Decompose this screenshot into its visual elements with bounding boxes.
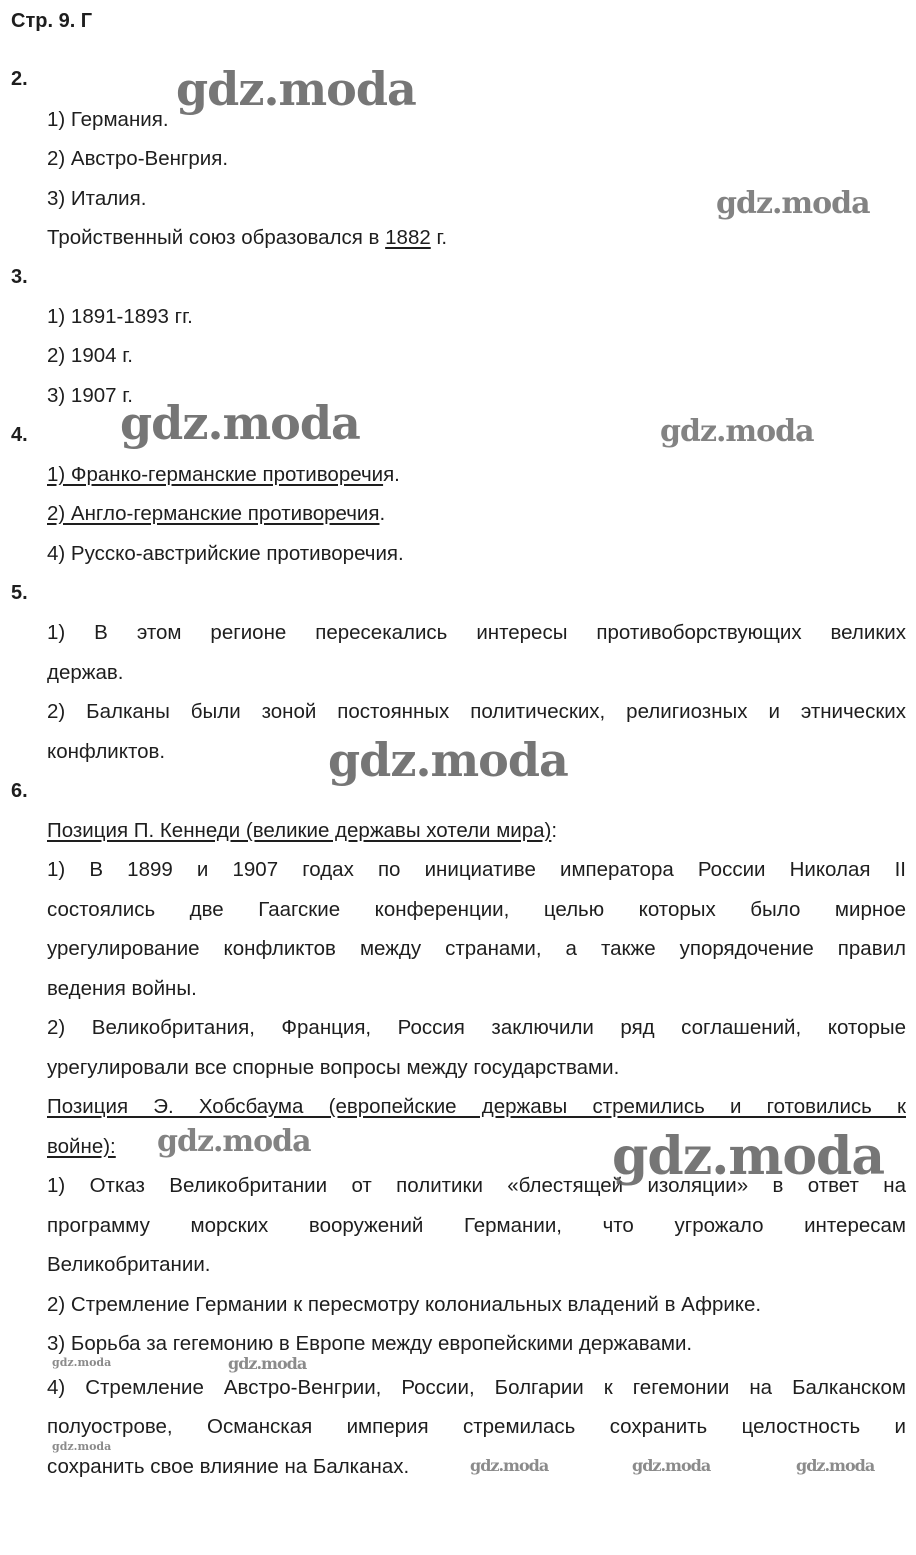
s5-p1-line-1: 1) В этом регионе пересекались интересы противоборствующих великих <box>47 621 906 644</box>
watermark: gdz.moda <box>660 414 814 449</box>
s4-item-1-rest: я. <box>383 463 400 486</box>
s4-item-1-underlined: 1) Франко-германские противоречи <box>47 463 384 486</box>
kennedy-1-line-1: 1) В 1899 и 1907 годах по инициативе императора России Николая II <box>47 858 906 881</box>
hobsbawm-title-line-2: войне): <box>47 1135 116 1158</box>
hobsbawm-3: 3) Борьба за гегемонию в Европе между европейскими державами. <box>47 1332 693 1355</box>
kennedy-2-line-2: урегулировали все спорные вопросы между государствами. <box>47 1056 620 1079</box>
s5-p1-line-2: держав. <box>47 661 124 684</box>
question-number-2: 2. <box>11 68 28 90</box>
s4-item-2-rest: . <box>379 502 386 525</box>
hobsbawm-2: 2) Стремление Германии к пересмотру колониальных владений в Африке. <box>47 1293 762 1316</box>
watermark: gdz.moda <box>612 1126 885 1187</box>
hobsbawm-1-line-3: Великобритании. <box>47 1253 211 1276</box>
kennedy-1-line-4: ведения войны. <box>47 977 197 1000</box>
kennedy-1-line-2: состоялись две Гаагские конференции, целью которых было мирное <box>47 898 906 921</box>
kennedy-2-line-1: 2) Великобритания, Франция, Россия заключили ряд соглашений, которые <box>47 1016 906 1039</box>
s2-sentence-pre: Тройственный союз образовался в <box>47 226 386 249</box>
s5-p2-line-1: 2) Балканы были зоной постоянных политических, религиозных и этнических <box>47 700 906 723</box>
kennedy-title: Позиция П. Кеннеди (великие державы хотели мира) <box>47 819 552 842</box>
hobsbawm-1-line-2: программу морских вооружений Германии, что угрожало интересам <box>47 1214 906 1237</box>
kennedy-heading <box>47 819 557 843</box>
watermark: gdz.moda <box>470 1456 549 1475</box>
s2-sentence <box>47 226 447 250</box>
kennedy-1-line-3: урегулирование конфликтов между странами, а также упорядочение правил <box>47 937 906 960</box>
watermark: gdz.moda <box>157 1124 311 1159</box>
hobsbawm-title-line-1: Позиция Э. Хобсбаума (европейские державы стремились и готовились к <box>47 1095 906 1118</box>
question-number-5: 5. <box>11 582 28 604</box>
hobsbawm-4-line-2: полуострове, Османская империя стремилась сохранить целостность и <box>47 1415 906 1438</box>
watermark: gdz.moda <box>632 1456 711 1475</box>
question-number-4: 4. <box>11 424 28 446</box>
s4-item-2 <box>47 502 385 526</box>
watermark: gdz.moda <box>796 1456 875 1475</box>
watermark: gdz.moda <box>52 1440 112 1453</box>
watermark: gdz.moda <box>176 62 416 116</box>
question-number-6: 6. <box>11 780 28 802</box>
s4-item-3: 4) Русско-австрийские противоречия. <box>47 542 404 565</box>
s2-sentence-post: г. <box>430 226 448 249</box>
hobsbawm-4-line-3: сохранить свое влияние на Балканах. <box>47 1455 410 1478</box>
page-header: Стр. 9. Г <box>11 10 93 32</box>
question-number-3: 3. <box>11 266 28 288</box>
s3-item-1: 1) 1891-1893 гг. <box>47 305 193 328</box>
watermark: gdz.moda <box>716 186 870 221</box>
hobsbawm-4-line-1: 4) Стремление Австро-Венгрии, России, Болгарии к гегемонии на Балканском <box>47 1376 906 1399</box>
hobsbawm-1-line-1: 1) Отказ Великобритании от политики «блестящей изоляции» в ответ на <box>47 1174 906 1197</box>
s2-item-3: 3) Италия. <box>47 187 147 210</box>
s4-item-1 <box>47 463 400 487</box>
s3-item-2: 2) 1904 г. <box>47 344 133 367</box>
s2-year: 1882 <box>385 226 431 249</box>
kennedy-colon: : <box>551 819 558 842</box>
s2-item-1: 1) Германия. <box>47 108 169 131</box>
watermark: gdz.moda <box>228 1354 307 1373</box>
s5-p2-line-2: конфликтов. <box>47 740 166 763</box>
watermark: gdz.moda <box>328 733 568 787</box>
s3-item-3: 3) 1907 г. <box>47 384 133 407</box>
watermark: gdz.moda <box>52 1356 112 1369</box>
s4-item-2-underlined: 2) Англо-германские противоречия <box>47 502 380 525</box>
watermark: gdz.moda <box>120 396 360 450</box>
s2-item-2: 2) Австро-Венгрия. <box>47 147 229 170</box>
